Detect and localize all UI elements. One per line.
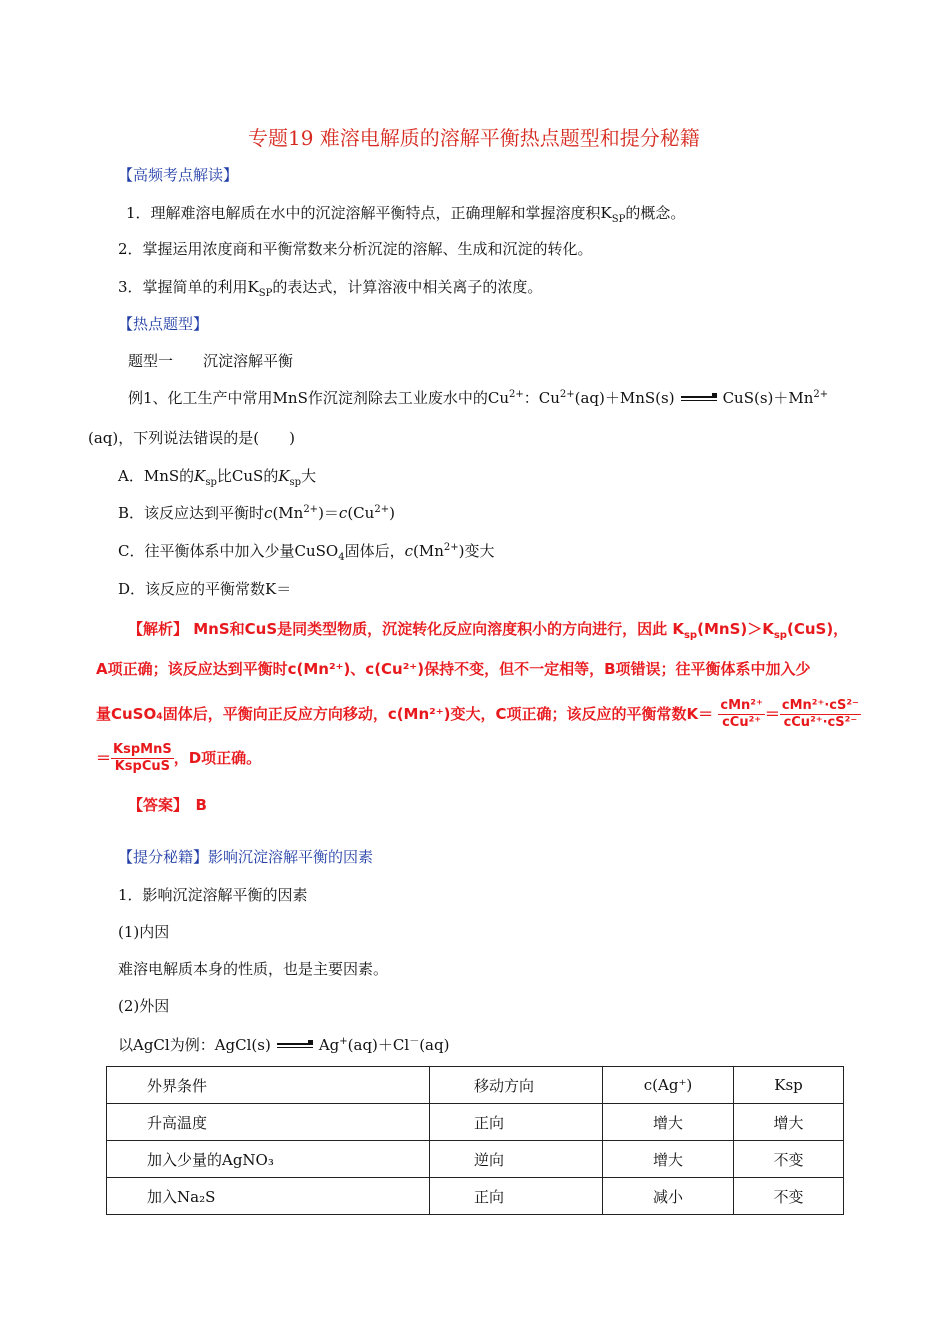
option-b: B．该反应达到平衡时$c(Mn^{2+})=c(Cu^{2+})$ (118, 504, 395, 522)
analysis-line-2: A项正确；该反应达到平衡时c(Mn²⁺)、c(Cu²⁺)保持不变，但不一定相等，B项错误；往平衡体系中加入少 (96, 660, 811, 678)
table-cell: 正向 (430, 1178, 603, 1215)
table-header-row (107, 1067, 844, 1104)
analysis-line-1: 【解析】 MnS和CuS是同类型物质，沉淀转化反应向溶度积小的方向进行，因此 $K_{sp}(MnS)>K_{sp}(CuS)$， (128, 620, 849, 641)
tips-example: 以AgCl为例：AgCl(s) Ag+(aq)＋Cl－(aq) (118, 1036, 450, 1054)
equilibrium-arrow-icon (681, 393, 717, 405)
example-line-2: (aq)，下列说法错误的是( ) (88, 429, 295, 447)
fraction-3: $\frac{\text{KspMnS}}{\text{KspCuS}}$ (113, 742, 172, 774)
equilibrium-arrow-icon (277, 1040, 313, 1052)
table-header-cell: 外界条件 (107, 1067, 430, 1104)
table-cell: 不变 (734, 1178, 844, 1215)
table-row (107, 1178, 844, 1215)
tips-inner-text: 难溶电解质本身的性质，也是主要因素。 (118, 960, 389, 978)
table-header-cell: c(Ag⁺) (603, 1067, 734, 1104)
table-row (107, 1104, 844, 1141)
table-cell: 增大 (603, 1141, 734, 1178)
table-cell: 增大 (603, 1104, 734, 1141)
option-a: A．MnS的$K_{sp}$比CuS的$K_{sp}$大 (118, 467, 317, 488)
table-cell: 加入Na₂S (107, 1178, 430, 1215)
option-d: D．该反应的平衡常数K＝ (118, 580, 292, 598)
page-title: 专题19 难溶电解质的溶解平衡热点题型和提分秘籍 (248, 126, 700, 150)
option-c: C．往平衡体系中加入少量CuSO$_4$固体后，$c(Mn^{2+})$变大 (118, 542, 495, 563)
table-cell: 不变 (734, 1141, 844, 1178)
table-header-cell: Ksp (734, 1067, 844, 1104)
table-cell: 逆向 (430, 1141, 603, 1178)
fraction-1: $\frac{\text{cMn²⁺}}{\text{cCu²⁺}}$ (720, 698, 763, 730)
tips-inner: (1)内因 (118, 923, 170, 941)
type-heading: 题型一 沉淀溶解平衡 (128, 352, 294, 370)
table-cell: 增大 (734, 1104, 844, 1141)
section-hot-topics: 【热点题型】 (118, 315, 209, 333)
table-cell: 升高温度 (107, 1104, 430, 1141)
tips-header: 【提分秘籍】影响沉淀溶解平衡的因素 (118, 848, 374, 866)
section-high-frequency: 【高频考点解读】 (118, 166, 239, 184)
table-cell: 加入少量的AgNO₃ (107, 1141, 430, 1178)
table-row (107, 1141, 844, 1178)
fraction-2: $\frac{\text{cMn²⁺·cS²⁻}}{\text{cCu²⁺·cS²⁻}}$ (781, 698, 859, 730)
point-1: 1．理解难溶电解质在水中的沉淀溶解平衡特点，正确理解和掌握溶度积$K_{SP}$的概念。 (126, 204, 686, 225)
analysis-line-3: 量CuSO₄固体后，平衡向正反应方向移动，c(Mn²⁺)变大，C项正确；该反应的平衡常数K＝ $\frac{\text{cMn²⁺}}{\text{cCu²⁺}}$ ＝ $\frac{\text{cMn²⁺·cS²⁻}}{\text{cCu²⁺·cS²⁻}}$ (96, 698, 859, 730)
table-cell: 正向 (430, 1104, 603, 1141)
point-2: 2．掌握运用浓度商和平衡常数来分析沉淀的溶解、生成和沉淀的转化。 (118, 240, 593, 258)
point-3: 3．掌握简单的利用$K_{SP}$的表达式，计算溶液中相关离子的浓度。 (118, 278, 543, 299)
table-cell: 减小 (603, 1178, 734, 1215)
table-header-cell: 移动方向 (430, 1067, 603, 1104)
factors-table (106, 1066, 844, 1215)
tips-heading-1: 1．影响沉淀溶解平衡的因素 (118, 886, 308, 904)
example-line-1: 例1、化工生产中常用MnS作沉淀剂除去工业废水中的$Cu^{2+}$：$Cu^{2+}(aq)+MnS(s)$ $CuS(s)+Mn^{2+}$ (128, 389, 829, 407)
tips-outer: (2)外因 (118, 997, 170, 1015)
answer: 【答案】 B (128, 796, 207, 814)
analysis-line-4: ＝ $\frac{\text{KspMnS}}{\text{KspCuS}}$ ，D项正确。 (96, 742, 262, 774)
